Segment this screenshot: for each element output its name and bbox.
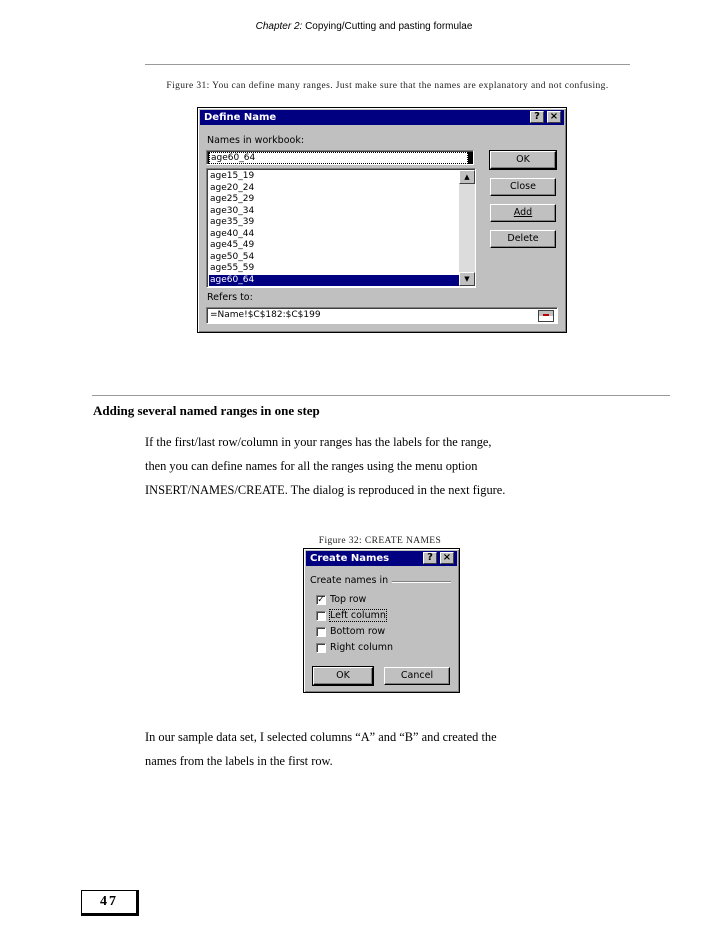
checkbox[interactable]	[316, 627, 326, 637]
ok-button[interactable]: OK	[313, 667, 373, 685]
close-button[interactable]: Close	[490, 178, 556, 196]
list-item[interactable]: age50_54	[210, 251, 255, 262]
refers-to-value: =Name!$C$182:$C$199	[210, 310, 321, 320]
dialog-title: Define Name	[204, 112, 277, 123]
chapter-label: Chapter 2:	[255, 21, 303, 32]
checkbox-label: Right column	[330, 642, 394, 653]
names-in-workbook-label: Names in workbook:	[207, 135, 305, 146]
paragraph-line: INSERT/NAMES/CREATE. The dialog is reproduced in the next figure.	[145, 483, 506, 497]
section-divider	[92, 395, 670, 396]
list-item[interactable]: age55_59	[210, 263, 255, 273]
list-item[interactable]: age15_19	[210, 171, 255, 181]
scroll-up-icon[interactable]: ▲	[459, 170, 475, 184]
checkbox[interactable]	[316, 643, 326, 653]
checkbox-label: Left column	[330, 610, 386, 621]
section-heading: Adding several named ranges in one step	[93, 403, 320, 418]
create-names-in-label: Create names in	[310, 575, 392, 586]
define-name-dialog	[197, 107, 567, 333]
page-number: 47	[81, 890, 139, 916]
list-item[interactable]: age30_34	[210, 205, 255, 216]
refers-to-label: Refers to:	[207, 292, 253, 303]
names-listbox[interactable]	[206, 168, 476, 288]
close-icon[interactable]: ×	[547, 111, 561, 123]
figure-32-caption: Figure 32: CREATE NAMES	[318, 536, 442, 546]
chapter-title: Copying/Cutting and pasting formulae	[305, 21, 473, 32]
collapse-dialog-icon[interactable]	[538, 310, 554, 322]
list-item[interactable]: age45_49	[210, 240, 255, 250]
dialog-titlebar	[200, 110, 564, 125]
paragraph-line: names from the labels in the first row.	[145, 754, 333, 768]
header-divider	[145, 64, 630, 65]
dialog-title: Create Names	[310, 553, 390, 564]
listbox-scrollbar[interactable]	[459, 170, 475, 286]
list-item[interactable]: age25_29	[210, 194, 255, 204]
group-divider	[384, 581, 451, 583]
figure-31-caption: Figure 31: You can define many ranges. Just make sure that the names are explanatory and not confusing.	[166, 81, 609, 91]
checkbox[interactable]	[316, 611, 326, 621]
create-names-dialog	[303, 548, 460, 693]
intro-paragraph	[145, 430, 665, 502]
help-icon[interactable]: ?	[423, 552, 437, 564]
refers-to-input[interactable]	[206, 307, 558, 324]
running-header	[0, 21, 728, 32]
cancel-button[interactable]: Cancel	[384, 667, 450, 685]
paragraph-line: In our sample data set, I selected columns “A” and “B” and created the	[145, 730, 497, 744]
scroll-down-icon[interactable]: ▼	[459, 272, 475, 286]
close-icon[interactable]: ×	[440, 552, 454, 564]
ok-button[interactable]: OK	[490, 151, 556, 169]
help-icon[interactable]: ?	[530, 111, 544, 123]
name-input[interactable]	[206, 150, 474, 165]
list-item[interactable]: age40_44	[210, 228, 255, 239]
checkbox-label: Bottom row	[330, 626, 386, 637]
dialog-titlebar	[306, 551, 457, 566]
list-item[interactable]: age60_64	[209, 275, 460, 287]
name-input-value: age60_64	[209, 152, 468, 164]
checkbox[interactable]: ✓	[317, 595, 325, 605]
list-item[interactable]: age35_39	[210, 217, 255, 227]
paragraph-line: then you can define names for all the ranges using the menu option	[145, 459, 478, 473]
checkbox-label: Top row	[330, 594, 367, 605]
add-button[interactable]: Add	[490, 204, 556, 222]
delete-button[interactable]: Delete	[490, 230, 556, 248]
list-item[interactable]: age20_24	[210, 182, 255, 193]
paragraph-line: If the first/last row/column in your ranges has the labels for the range,	[145, 435, 492, 449]
closing-paragraph	[145, 725, 665, 773]
